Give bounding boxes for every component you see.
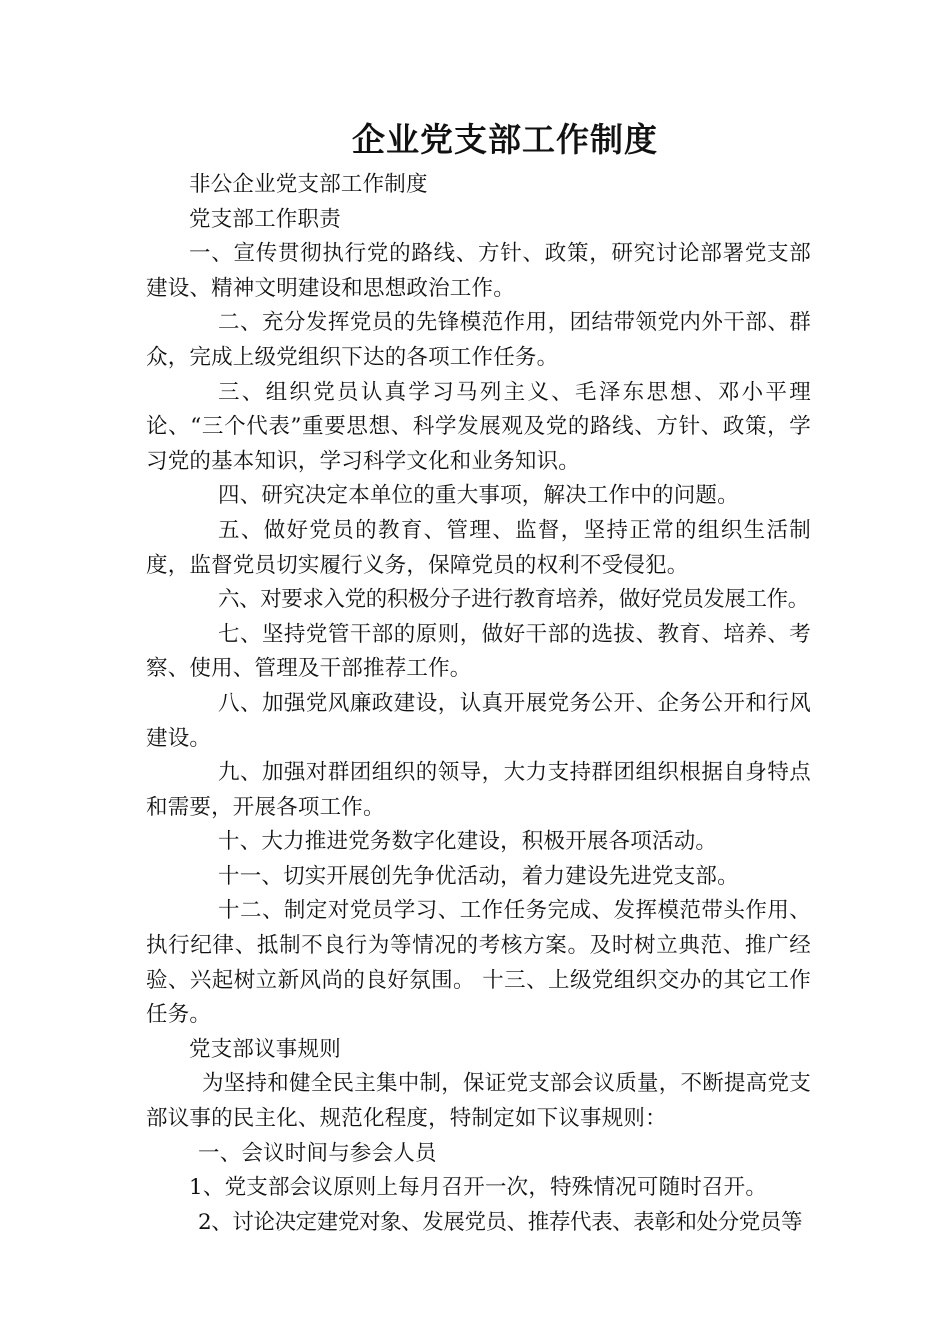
paragraph: 党支部工作职责 xyxy=(189,206,341,232)
paragraph: 1、党支部会议原则上每月召开一次，特殊情况可随时召开。 xyxy=(189,1175,768,1201)
section-heading: 一、会议时间与参会人员 xyxy=(198,1140,437,1166)
paragraph: 九、加强对群团组织的领导，大力支持群团组织根据自身特点和需要，开展各项工作。 xyxy=(146,760,811,820)
paragraph: 五、做好党员的教育、管理、监督，坚持正常的组织生活制度，监督党员切实履行义务，保障党员的权利不受侵犯。 xyxy=(146,517,811,578)
document-title: 企业党支部工作制度 xyxy=(352,120,658,159)
paragraph: 十二、制定对党员学习、工作任务完成、发挥模范带头作用、执行纪律、抵制不良行为等情况的考核方案。及时树立典范、推广经验、兴起树立新风尚的良好氛围。 十三、上级党组织交办的其它工作任务。 xyxy=(146,898,811,1028)
paragraph: 十、大力推进党务数字化建设，积极开展各项活动。 xyxy=(218,829,718,855)
paragraph: 七、坚持党管干部的原则，做好干部的选拔、教育、培养、考察、使用、管理及干部推荐工作。 xyxy=(146,621,811,682)
paragraph: 八、加强党风廉政建设，认真开展党务公开、企务公开和行风建设。 xyxy=(146,690,811,751)
document-body xyxy=(146,168,811,1240)
paragraph: 十一、切实开展创先争优活动，着力建设先进党支部。 xyxy=(218,863,739,889)
paragraph: 为坚持和健全民主集中制，保证党支部会议质量，不断提高党支部议事的民主化、规范化程度，特制定如下议事规则： xyxy=(146,1071,811,1132)
paragraph: 四、研究决定本单位的重大事项，解决工作中的问题。 xyxy=(218,483,739,509)
paragraph: 三、组织党员认真学习马列主义、毛泽东思想、邓小平理论、“三个代表”重要思想、科学发展观及党的路线、方针、政策，学习党的基本知识，学习科学文化和业务知识。 xyxy=(146,379,811,474)
paragraph: 非公企业党支部工作制度 xyxy=(189,172,428,197)
paragraph: 2、讨论决定建党对象、发展党员、推荐代表、表彰和处分党员等 xyxy=(198,1209,803,1235)
paragraph: 一、宣传贯彻执行党的路线、方针、政策，研究讨论部署党支部建设、精神文明建设和思想政治工作。 xyxy=(146,241,811,301)
paragraph: 二、充分发挥党员的先锋模范作用，团结带领党内外干部、群众，完成上级党组织下达的各项工作任务。 xyxy=(146,310,811,370)
paragraph: 六、对要求入党的积极分子进行教育培养，做好党员发展工作。 xyxy=(218,587,809,613)
section-heading: 党支部议事规则 xyxy=(189,1036,341,1062)
